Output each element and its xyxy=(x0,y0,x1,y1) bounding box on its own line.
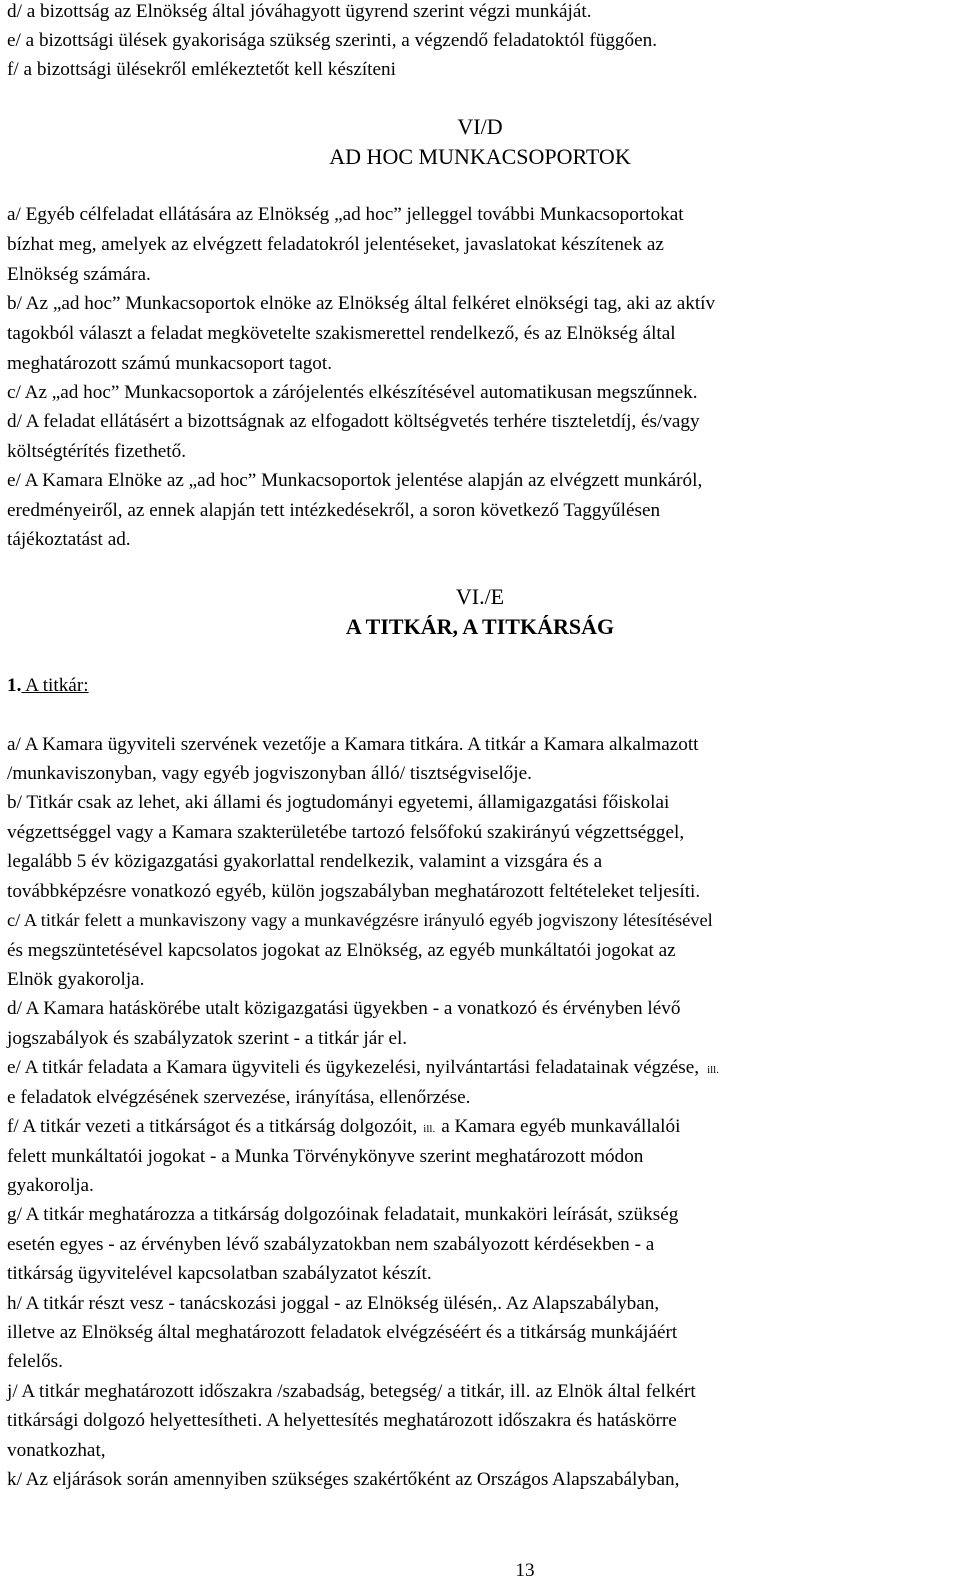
section-number-vid: VI/D xyxy=(457,114,503,139)
subsection-number: 1. xyxy=(7,675,22,696)
item-f: f/ a bizottsági ülésekről emlékeztetőt kell készíteni xyxy=(7,59,396,80)
vie-line: g/ A titkár meghatározza a titkárság dolgozóinak feladatait, munkaköri leírását, szükség xyxy=(7,1204,679,1225)
vie-line: jogszabályok és szabályzatok szerint - a titkár jár el. xyxy=(7,1028,408,1049)
vie-line: és megszüntetésével kapcsolatos jogokat az Elnökség, az egyéb munkáltatói jogokat az xyxy=(7,940,676,961)
vie-line xyxy=(7,1058,719,1077)
item-d: d/ a bizottság az Elnökség által jóváhagyott ügyrend szerint végzi munkáját. xyxy=(7,1,592,22)
vie-line: titkárság ügyvitelével kapcsolatban szabályzatot készít. xyxy=(7,1263,432,1284)
vie-line: illetve az Elnökség által meghatározott feladatok elvégzéséért és a titkárság munkájáért xyxy=(7,1322,678,1343)
vid-line: d/ A feladat ellátásért a bizottságnak az elfogadott költségvetés terhére tiszteletdíj, és/vagy xyxy=(7,411,700,432)
vid-line: bízhat meg, amelyek az elvégzett feladatokról jelentéseket, javaslatokat készítenek az xyxy=(7,234,664,255)
vid-line: tájékoztatást ad. xyxy=(7,529,131,550)
vie-line: h/ A titkár részt vesz - tanácskozási joggal - az Elnökség ülésén,. Az Alapszabályban, xyxy=(7,1293,660,1314)
vie-line: d/ A Kamara hatáskörébe utalt közigazgatási ügyekben - a vonatkozó és érvényben lévő xyxy=(7,998,681,1019)
vie-line: legalább 5 év közigazgatási gyakorlattal rendelkezik, valamint a vizsgára és a xyxy=(7,851,603,872)
vie-line: esetén egyes - az érvényben lévő szabályzatokban nem szabályozott kérdésekben - a xyxy=(7,1234,655,1255)
vid-line: költségtérítés fizethető. xyxy=(7,441,187,462)
page-number: 13 xyxy=(515,1560,535,1581)
vid-line: meghatározott számú munkacsoport tagot. xyxy=(7,353,333,374)
vie-line: k/ Az eljárások során amennyiben szükséges szakértőként az Országos Alapszabályban, xyxy=(7,1469,680,1490)
section-title-vie: A TITKÁR, A TITKÁRSÁG xyxy=(345,614,615,639)
vie-line-text: a Kamara egyéb munkavállalói xyxy=(441,1116,681,1137)
vie-line: a/ A Kamara ügyviteli szervének vezetője a Kamara titkára. A titkár a Kamara alkalmazott xyxy=(7,734,699,755)
subsection-heading xyxy=(7,676,89,695)
vie-line: felelős. xyxy=(7,1351,63,1372)
vie-line: /munkaviszonyban, vagy egyéb jogviszonyban álló/ tisztségviselője. xyxy=(7,763,532,784)
margin-note: ill. xyxy=(707,1064,719,1076)
vie-line: Elnök gyakorolja. xyxy=(7,969,145,990)
vie-line: vonatkozhat, xyxy=(7,1440,106,1461)
vie-line: j/ A titkár meghatározott időszakra /szabadság, betegség/ a titkár, ill. az Elnök által felkért xyxy=(7,1381,696,1402)
vie-line-text: e/ A titkár feladata a Kamara ügyviteli és ügykezelési, nyilvántartási feladatainak végzése, xyxy=(7,1057,700,1078)
vie-line: felett munkáltatói jogokat - a Munka Törvénykönyve szerint meghatározott módon xyxy=(7,1146,644,1167)
margin-note: ill. xyxy=(423,1123,436,1135)
vie-line: titkársági dolgozó helyettesítheti. A helyettesítés meghatározott időszakra és hatáskörre xyxy=(7,1410,677,1431)
vid-line: c/ Az „ad hoc” Munkacsoportok a zárójelentés elkészítésével automatikusan megszűnnek. xyxy=(7,382,698,403)
vid-line: b/ Az „ad hoc” Munkacsoportok elnöke az Elnökség által felkéret elnökségi tag, aki az aktív xyxy=(7,293,716,314)
vid-line: a/ Egyéb célfeladat ellátására az Elnökség „ad hoc” jelleggel további Munkacsoportokat xyxy=(7,204,684,225)
vie-line: végzettséggel vagy a Kamara szakterületébe tartozó felsőfokú szakirányú végzettséggel, xyxy=(7,822,685,843)
vie-line: gyakorolja. xyxy=(7,1175,94,1196)
vie-line: c/ A titkár felett a munkaviszony vagy a munkavégzésre irányuló egyéb jogviszony létesítésével xyxy=(7,910,713,930)
vie-line: b/ Titkár csak az lehet, aki állami és jogtudományi egyetemi, államigazgatási főiskolai xyxy=(7,792,670,813)
vid-line: eredményeiről, az ennek alapján tett intézkedésekről, a soron következő Taggyűlésen xyxy=(7,500,661,521)
item-e: e/ a bizottsági ülések gyakorisága szükség szerinti, a végzendő feladatoktól függően. xyxy=(7,30,658,51)
vid-line: e/ A Kamara Elnöke az „ad hoc” Munkacsoportok jelentése alapján az elvégzett munkáról, xyxy=(7,470,703,491)
section-title-vid: AD HOC MUNKACSOPORTOK xyxy=(329,144,631,169)
vie-line xyxy=(7,1117,680,1136)
vid-line: Elnökség számára. xyxy=(7,264,151,285)
section-number-vie: VI./E xyxy=(455,584,505,609)
vie-line: továbbképzésre vonatkozó egyéb, külön jogszabályban meghatározott feltételeket teljesíti. xyxy=(7,881,701,902)
vie-line-text: f/ A titkár vezeti a titkárságot és a titkárság dolgozóit, xyxy=(7,1116,418,1137)
vie-line: e feladatok elvégzésének szervezése, irányítása, ellenőrzése. xyxy=(7,1087,471,1108)
vid-line: tagokból választ a feladat megkövetelte szakismerettel rendelkező, és az Elnökség által xyxy=(7,323,676,344)
subsection-label: A titkár: xyxy=(21,675,89,696)
